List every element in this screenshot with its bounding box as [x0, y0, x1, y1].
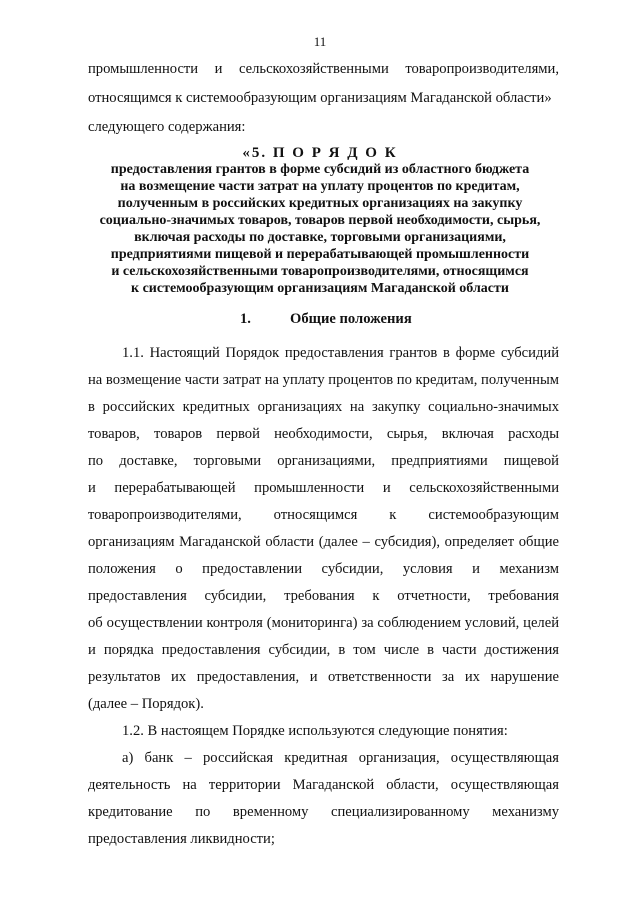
paragraph-line: товаропроизводителями, относящимся к системообразующим [88, 507, 559, 523]
list-item-line: деятельность на территории Магаданской области, осуществляющая [88, 777, 559, 793]
paragraph-line: на возмещение части затрат на уплату процентов по кредитам, полученным [88, 372, 560, 388]
title-line: включая расходы по доставке, торговыми организациями, [134, 230, 506, 245]
paragraph-line: положения о предоставлении субсидии, условия и механизм [88, 561, 559, 577]
paragraph-line: 1.2. В настоящем Порядке используются следующие понятия: [122, 723, 508, 739]
intro-line: следующего содержания: [88, 119, 246, 135]
paragraph-line: в российских кредитных организациях на закупку социально-значимых [88, 399, 559, 415]
paragraph-line: об осуществлении контроля (мониторинга) за соблюдением условий, целей [88, 615, 559, 631]
title-line: и сельскохозяйственными товаропроизводителями, относящимся [111, 264, 529, 279]
title-line: социально-значимых товаров, товаров первой необходимости, сырья, [99, 213, 541, 228]
intro-line: относящимся к системообразующим организациям Магаданской области» [88, 90, 552, 106]
paragraph-line: организациям Магаданской области (далее – субсидия), определяет общие [88, 534, 559, 550]
paragraph-line: (далее – Порядок). [88, 696, 204, 712]
paragraph-line: результатов их предоставления, и ответственности за их нарушение [88, 669, 559, 685]
document-title: «5. П О Р Я Д О К [242, 145, 398, 161]
page-number: 11 [313, 34, 327, 49]
section-title: Общие положения [290, 311, 412, 327]
paragraph-line: и перерабатывающей промышленности и сельскохозяйственными [88, 480, 559, 496]
title-line: на возмещение части затрат на уплату процентов по кредитам, [120, 179, 520, 194]
title-line: предоставления грантов в форме субсидий из областного бюджета [110, 162, 530, 177]
list-item-line: а) банк – российская кредитная организация, осуществляющая [122, 750, 559, 766]
paragraph-line: предоставления субсидии, требования к отчетности, требования [88, 588, 559, 604]
paragraph-line: по доставке, торговыми организациями, предприятиями пищевой [88, 453, 559, 469]
title-line: к системообразующим организациям Магаданской области [131, 281, 509, 296]
intro-line: промышленности и сельскохозяйственными товаропроизводителями, [88, 61, 559, 77]
title-line: предприятиями пищевой и перерабатывающей промышленности [110, 247, 530, 262]
section-number: 1. [240, 311, 251, 327]
list-item-line: кредитование по временному специализированному механизму [88, 804, 559, 820]
list-item-line: предоставления ликвидности; [88, 831, 275, 847]
paragraph-line: товаров, товаров первой необходимости, сырья, включая расходы [88, 426, 559, 442]
title-line: полученным в российских кредитных организациях на закупку [117, 196, 523, 211]
paragraph-line: 1.1. Настоящий Порядок предоставления грантов в форме субсидий [122, 345, 559, 361]
paragraph-line: и порядка предоставления субсидии, в том числе в части достижения [88, 642, 559, 658]
